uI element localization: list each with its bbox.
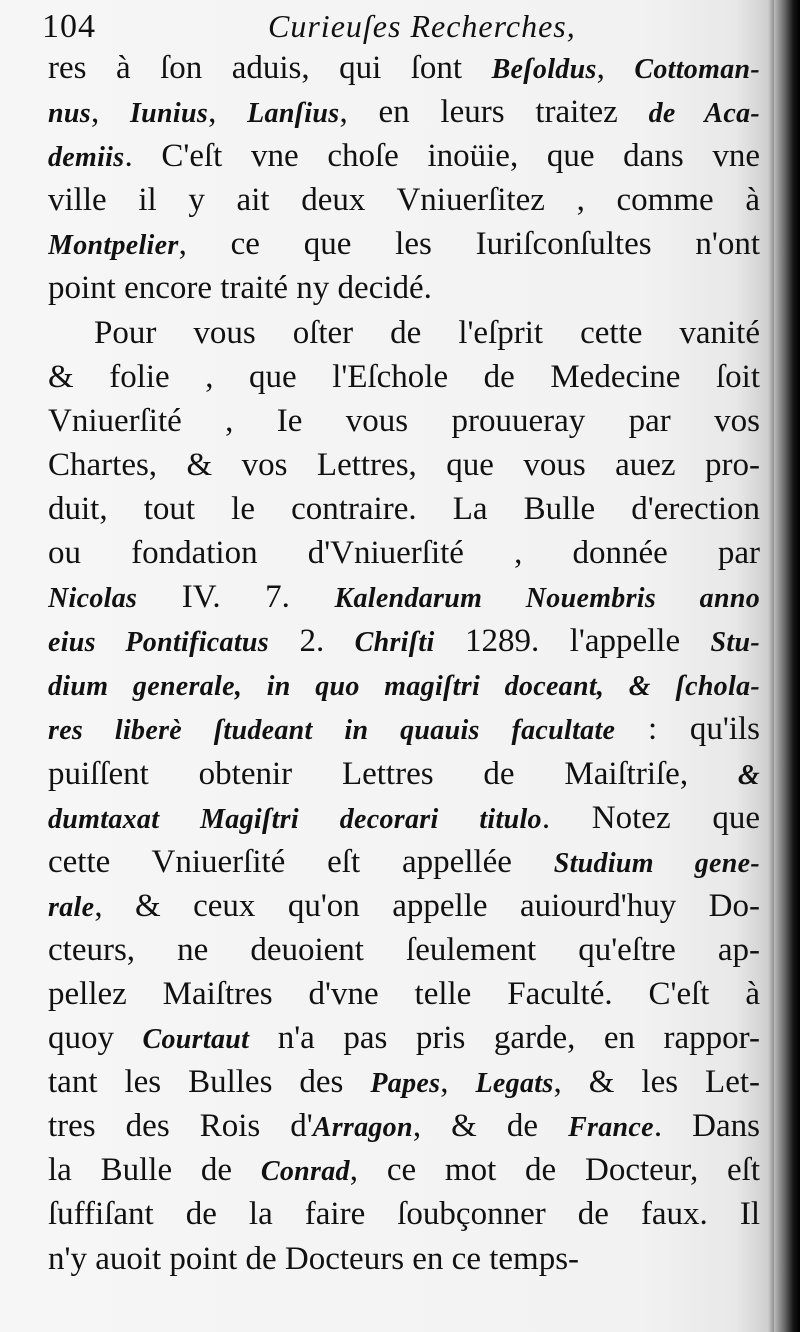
- text-segment: . C'eſt vne choſe inoüie, que dans vne: [124, 138, 760, 175]
- text-segment: Vniuerſité , Ie vous prouueray par vos: [48, 402, 760, 439]
- text-line: [48, 443, 760, 487]
- text-segment: tres des Rois d': [48, 1108, 313, 1145]
- text-line: [48, 575, 760, 619]
- italic-text-segment: Montpelier: [48, 230, 179, 262]
- text-segment: cette Vniuerſité eſt appellée: [48, 843, 554, 880]
- text-line: [48, 1104, 760, 1148]
- text-line: [48, 884, 760, 928]
- text-segment: , en leurs traitez: [339, 94, 649, 131]
- text-line: [48, 487, 760, 531]
- text-line: [48, 90, 760, 134]
- book-binding-edge: [774, 0, 800, 1332]
- text-segment: ville il y ait deux Vniuerſitez , comme à: [48, 182, 760, 219]
- text-line: [48, 972, 760, 1016]
- text-segment: tant les Bulles des: [48, 1064, 371, 1101]
- text-line: [48, 1237, 760, 1281]
- text-segment: . Dans: [653, 1108, 760, 1145]
- italic-text-segment: dium generale, in quo magiſtri doceant, & ſchola-: [48, 671, 760, 703]
- running-title: Curieuſes Recherches,: [268, 8, 576, 44]
- text-segment: la Bulle de: [48, 1152, 261, 1189]
- italic-text-segment: eius Pontificatus: [48, 627, 269, 659]
- italic-text-segment: Kalendarum Nouembris anno: [334, 583, 760, 615]
- text-segment: ,: [596, 50, 635, 86]
- text-segment: , ce mot de Docteur, eſt: [349, 1152, 760, 1189]
- text-segment: ou fondation d'Vniuerſité , donnée par: [48, 535, 760, 572]
- text-segment: , ce que les Iuriſconſultes n'ont: [178, 226, 760, 263]
- text-line: [48, 1016, 760, 1060]
- text-segment: , & ceux qu'on appelle auiourd'huy Do-: [94, 887, 760, 924]
- text-segment: res à ſon aduis, qui ſont: [48, 50, 492, 86]
- italic-text-segment: Courtaut: [142, 1024, 250, 1056]
- text-line: [48, 355, 760, 399]
- italic-text-segment: France: [568, 1112, 654, 1144]
- text-segment: 2.: [269, 623, 355, 660]
- text-segment: 1289. l'appelle: [434, 623, 711, 660]
- text-line: [48, 928, 760, 972]
- text-line: [48, 222, 760, 266]
- italic-text-segment: Iunius: [129, 98, 209, 130]
- text-segment: , & de: [412, 1108, 569, 1145]
- italic-text-segment: Papes: [370, 1068, 441, 1100]
- italic-text-segment: demiis: [48, 142, 125, 174]
- text-line: [48, 752, 760, 796]
- text-segment: Chartes, & vos Lettres, que vous auez pro-: [48, 446, 760, 483]
- text-line: [48, 311, 760, 355]
- italic-text-segment: Cottoman-: [634, 54, 760, 85]
- italic-text-segment: Lanſius: [247, 98, 340, 130]
- text-segment: . Notez que: [541, 799, 760, 836]
- text-line: [48, 796, 760, 840]
- text-segment: point encore traité ny decidé.: [48, 270, 432, 307]
- text-segment: & folie , que l'Eſchole de Medecine ſoit: [48, 358, 760, 395]
- text-line: [48, 1192, 760, 1236]
- text-line: [48, 178, 760, 222]
- italic-text-segment: Legats: [475, 1068, 554, 1100]
- page-header: [40, 4, 760, 44]
- italic-text-segment: Arragon: [312, 1112, 413, 1144]
- text-line: [48, 840, 760, 884]
- text-segment: ,: [208, 94, 248, 131]
- text-segment: puiſſent obtenir Lettres de Maiſtriſe,: [48, 755, 738, 792]
- italic-text-segment: dumtaxat Magiſtri decorari titulo: [48, 803, 542, 835]
- text-segment: n'y auoit point de Docteurs en ce temps-: [48, 1240, 580, 1277]
- text-line: [48, 134, 760, 178]
- italic-text-segment: de Aca-: [648, 98, 760, 130]
- italic-text-segment: Studium gene-: [553, 847, 760, 879]
- text-segment: ,: [440, 1064, 476, 1101]
- text-line: [48, 619, 760, 663]
- text-line: [48, 46, 760, 90]
- italic-text-segment: Stu-: [710, 627, 760, 659]
- text-segment: : qu'ils: [615, 711, 760, 748]
- body-text: [48, 46, 760, 1281]
- text-segment: , & les Let-: [553, 1064, 760, 1101]
- italic-text-segment: Chriſti: [354, 627, 435, 659]
- text-segment: quoy: [48, 1020, 143, 1057]
- text-line: [48, 266, 760, 310]
- text-segment: ſuffiſant de la faire ſoubçonner de faux. Il: [48, 1196, 760, 1233]
- italic-text-segment: nus: [48, 98, 91, 130]
- text-line: [48, 531, 760, 575]
- italic-text-segment: Nicolas: [48, 583, 138, 615]
- text-line: [48, 399, 760, 443]
- text-line: [48, 1060, 760, 1104]
- text-segment: cteurs, ne deuoient ſeulement qu'eſtre ap-: [48, 931, 760, 968]
- text-segment: n'a pas pris garde, en rappor-: [249, 1020, 760, 1057]
- text-line: [48, 1148, 760, 1192]
- italic-text-segment: Conrad: [260, 1156, 350, 1188]
- text-segment: duit, tout le contraire. La Bulle d'erection: [48, 490, 760, 527]
- italic-text-segment: res liberè ſtudeant in quauis facultate: [48, 715, 616, 747]
- italic-text-segment: &: [737, 759, 760, 791]
- italic-text-segment: rale: [48, 891, 95, 923]
- italic-text-segment: Beſoldus: [491, 54, 597, 85]
- text-segment: ,: [90, 94, 130, 131]
- text-segment: Pour vous oſter de l'eſprit cette vanité: [94, 314, 760, 351]
- page-number: 104: [42, 8, 96, 45]
- text-segment: pellez Maiſtres d'vne telle Faculté. C'eſt à: [48, 975, 760, 1012]
- text-line: [48, 663, 760, 707]
- text-line: [48, 707, 760, 751]
- text-segment: IV. 7.: [137, 579, 335, 616]
